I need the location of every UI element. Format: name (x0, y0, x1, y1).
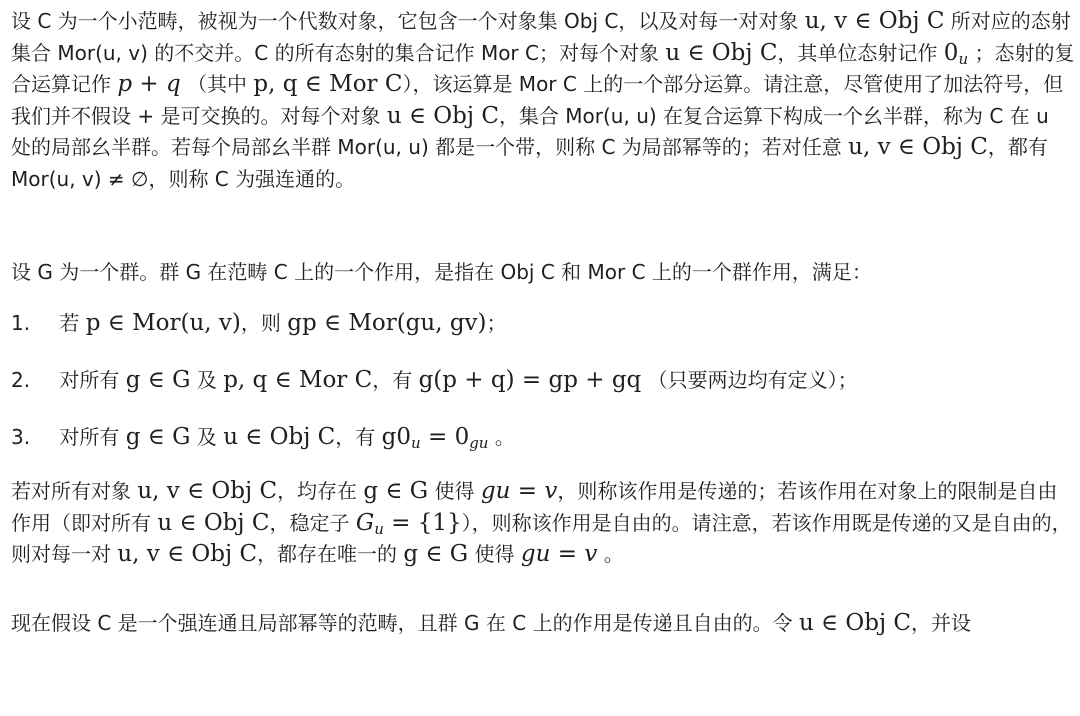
math: u, v ∈ Obj C (117, 541, 258, 568)
math-subscript: u (411, 434, 421, 452)
text: ； (486, 311, 507, 335)
text: 对所有 (59, 425, 120, 449)
text: ，集合 Mor(u, u) 在复合运算下构成一个幺半群，称为 C 在 u 处的局部幺半群。若每个局部幺半群 Mor(u, u) 都是一个带，则称 C 为局部幂等的；若对任意 (11, 103, 1049, 160)
math: u, v ∈ Obj C (137, 478, 278, 504)
text: 。 (603, 542, 624, 567)
text: 设 C 为一个小范畴，被视为一个代数对象，它包含一个对象集 Obj C，以及对每一对对象 (11, 9, 799, 33)
paragraph-assumption (11, 608, 1075, 640)
math-subscript: u (374, 519, 384, 538)
math: g ∈ G (125, 367, 191, 393)
paragraph-category-definition (11, 6, 1075, 238)
math: gp ∈ Mor(gu, gv) (287, 310, 487, 336)
math (944, 40, 968, 66)
text: ；态射的复合运算记作 (11, 40, 1075, 97)
list-item (11, 301, 1075, 358)
paragraph-group-action: 设 G 为一个群。群 G 在范畴 C 上的一个作用，是指在 Obj C 和 Mor C 上的一个群作用，满足： (11, 260, 872, 284)
math: u ∈ Obj C (386, 102, 499, 129)
text: ，都存在唯一的 (257, 542, 398, 567)
text: 及 (196, 368, 217, 392)
math-subscript: u (958, 49, 969, 68)
text: 若 (59, 311, 80, 335)
math-base: = {1} (383, 509, 462, 536)
text: ），该运算是 Mor C 上的一个部分运算。请注意，尽管使用了加法符号，但我们并不假设 + 是可交换的。对每个对象 (11, 72, 1064, 128)
math: u ∈ Obj C (665, 39, 778, 66)
math: u, v ∈ Obj C (804, 8, 945, 34)
math: u ∈ Obj C (157, 509, 270, 536)
text: ，均存在 (277, 479, 358, 503)
math: g(p + q) = gp + gq (418, 367, 642, 393)
list-number: 2. (11, 368, 31, 392)
text: ，稳定子 (269, 510, 350, 535)
list-item (11, 415, 1075, 472)
math-base: = 0 (420, 424, 470, 450)
text: ，则称该作用是传递的；若该作用在对象上的限制是自由作用（即对所有 (11, 479, 1058, 535)
text: 使得 (434, 479, 475, 503)
math: p ∈ Mor(u, v) (85, 310, 241, 336)
math-base: 0 (943, 39, 959, 66)
list-number: 1. (11, 311, 31, 335)
math: p, q ∈ Mor C (223, 367, 373, 393)
document-body (11, 6, 1075, 640)
text: 对所有 (59, 368, 120, 392)
math: g ∈ G (363, 478, 429, 504)
text: ，并设 (911, 611, 972, 635)
math: u ∈ Obj C (798, 610, 912, 636)
text: ，有 (372, 368, 413, 392)
action-conditions-list (11, 301, 1075, 472)
math-base: g0 (381, 424, 411, 450)
math-subscript: gu (469, 434, 489, 452)
math: gu = v (520, 541, 598, 568)
text: 若对所有对象 (11, 479, 131, 503)
paragraph-transitive-free (11, 476, 1075, 608)
math-base: G (355, 509, 375, 536)
list-item (11, 358, 1075, 415)
list-number: 3. (11, 425, 31, 449)
math (382, 424, 489, 450)
text: 所对应的态射集合 Mor(u, v) 的不交并。C 的所有态射的集合记作 Mor C；对每个对象 (11, 9, 1071, 65)
text: ，都有 Mor(u, v) ≠ ∅，则称 C 为强连通的。 (11, 135, 1048, 191)
math: u ∈ Obj C (223, 424, 336, 450)
text: 。 (494, 425, 515, 449)
math: g ∈ G (125, 424, 191, 450)
text: ，则 (240, 311, 281, 335)
text: ），则称该作用是自由的。请注意，若该作用既是传递的又是自由的，则对每一对 (11, 510, 1072, 567)
text: ，其单位态射记作 (777, 40, 938, 65)
text: 使得 (474, 542, 515, 567)
text: （其中 (187, 72, 248, 97)
math: p + q (117, 71, 181, 98)
text: 现在假设 C 是一个强连通且局部幂等的范畴，且群 G 在 C 上的作用是传递且自由的。令 (11, 611, 793, 635)
text: （只要两边均有定义）； (647, 368, 858, 392)
text: 及 (196, 425, 217, 449)
math: gu = v (480, 478, 558, 504)
text: ，有 (335, 425, 376, 449)
math: p, q ∈ Mor C (253, 71, 403, 98)
math (356, 510, 462, 536)
math: u, v ∈ Obj C (848, 134, 988, 161)
math: g ∈ G (403, 541, 469, 568)
